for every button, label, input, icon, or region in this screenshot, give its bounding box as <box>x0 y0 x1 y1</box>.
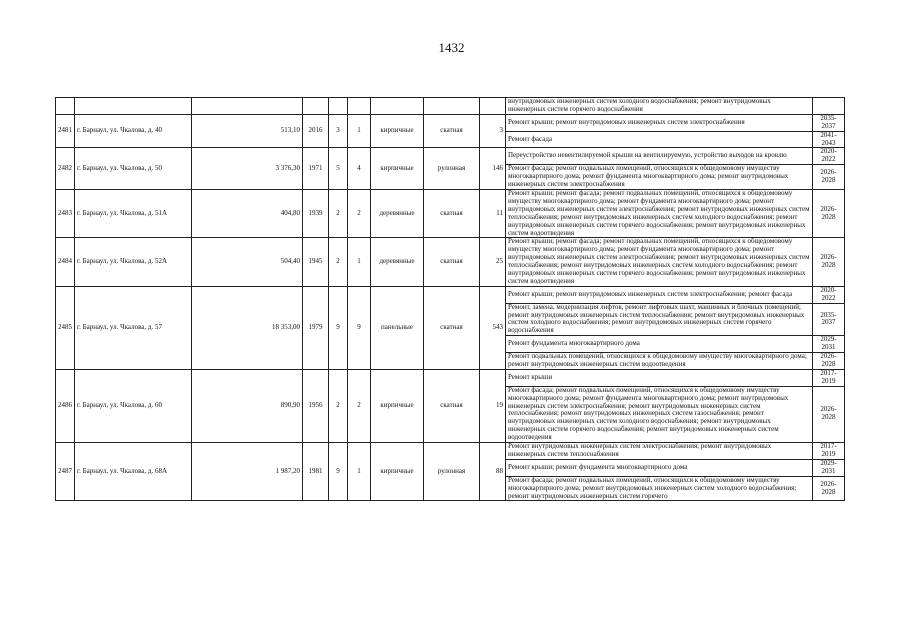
roof-type-cell: скатная <box>424 286 480 369</box>
total-area-cell: 404,80 <box>192 189 303 237</box>
total-area-cell: 504,40 <box>192 238 303 286</box>
work-description-cell: Ремонт подвальных помещений, относящихся к общедомовому имуществу многоквартирного дома; ремонт внутридомовых инженерных систем водоотведения <box>506 353 813 370</box>
building-number-cell: 2481 <box>56 114 75 148</box>
address-cell: г. Барнаул, ул. Чкалова, д. 40 <box>75 114 192 148</box>
table-row <box>56 238 845 286</box>
table-row <box>56 98 845 115</box>
building-number-cell: 2485 <box>56 286 75 369</box>
address-cell: г. Барнаул, ул. Чкалова, д. 68А <box>75 443 192 501</box>
page-number: 1432 <box>438 40 465 55</box>
building-number-cell: 2484 <box>56 238 75 286</box>
entrances-cell: 4 <box>348 148 371 190</box>
work-description-cell: Ремонт фасада; ремонт подвальных помещений, относящихся к общедомовому имуществу многоквартирного дома; ремонт фундамента многоквартирного дома; ремонт внутридомовых инженерных систем электроснабжения <box>506 165 813 190</box>
floors-cell: 9 <box>329 443 348 501</box>
construction-year-cell <box>303 98 329 115</box>
building-number-cell: 2483 <box>56 189 75 237</box>
entrances-cell <box>348 98 371 115</box>
building-number-cell: 2487 <box>56 443 75 501</box>
work-period-cell: 2035-2037 <box>813 114 845 131</box>
work-description-cell: Ремонт внутридомовых инженерных систем электроснабжения; ремонт внутридомовых инженерных систем теплоснабжения <box>506 443 813 460</box>
work-period-cell: 2029-2031 <box>813 336 845 353</box>
floors-cell: 2 <box>329 189 348 237</box>
apartments-cell: 3 <box>480 114 506 148</box>
housing-register-table <box>55 97 845 501</box>
entrances-cell: 1 <box>348 238 371 286</box>
table-row <box>56 286 845 303</box>
table-body <box>56 98 845 501</box>
total-area-cell: 3 376,30 <box>192 148 303 190</box>
work-description-cell: Ремонт крыши <box>506 369 813 386</box>
apartments-cell: 11 <box>480 189 506 237</box>
apartments-cell: 88 <box>480 443 506 501</box>
work-period-cell: 2026-2028 <box>813 386 845 442</box>
table-row <box>56 148 845 165</box>
floors-cell: 5 <box>329 148 348 190</box>
wall-material-cell: кирпичные <box>371 148 424 190</box>
work-description-cell: внутридомовых инженерных систем холодного водоснабжения; ремонт внутридомовых инженерных систем горячего водоснабжения <box>506 98 813 115</box>
address-cell: г. Барнаул, ул. Чкалова, д. 52А <box>75 238 192 286</box>
work-description-cell: Ремонт крыши; ремонт фасада; ремонт подвальных помещений, относящихся к общедомовому имуществу многоквартирного дома; ремонт фундамента многоквартирного дома; ремонт внутридомовых инженерных систем электроснабжения; ремонт внутридомовых инженерных систем теплоснабжения; ремонт внутридомовых инженерных систем холодного водоснабжения; ремонт внутридомовых инженерных систем горячего водоснабжения; ремонт внутридомовых инженерных систем водоотведения <box>506 189 813 237</box>
work-period-cell: 2026-2028 <box>813 353 845 370</box>
table-row <box>56 189 845 237</box>
wall-material-cell: кирпичные <box>371 443 424 501</box>
floors-cell: 2 <box>329 369 348 442</box>
floors-cell: 3 <box>329 114 348 148</box>
work-description-cell: Ремонт крыши; ремонт внутридомовых инженерных систем электроснабжения; ремонт фасада <box>506 286 813 303</box>
roof-type-cell: скатная <box>424 238 480 286</box>
work-period-cell: 2026-2028 <box>813 476 845 501</box>
address-cell: г. Барнаул, ул. Чкалова, д. 60 <box>75 369 192 442</box>
construction-year-cell: 1981 <box>303 443 329 501</box>
work-description-cell: Ремонт фасада; ремонт подвальных помещений, относящихся к общедомовому имуществу многоквартирного дома; ремонт внутридомовых инженерных систем холодного водоснабжения; ремонт внутридомовых инженерных систем горячего <box>506 476 813 501</box>
construction-year-cell: 1939 <box>303 189 329 237</box>
total-area-cell: 1 987,20 <box>192 443 303 501</box>
apartments-cell: 19 <box>480 369 506 442</box>
total-area-cell: 18 353,00 <box>192 286 303 369</box>
floors-cell <box>329 98 348 115</box>
roof-type-cell: скатная <box>424 369 480 442</box>
entrances-cell: 1 <box>348 443 371 501</box>
wall-material-cell: кирпичные <box>371 369 424 442</box>
work-description-cell: Переустройство невентилируемой крыши на вентилируемую, устройство выходов на кровлю <box>506 148 813 165</box>
construction-year-cell: 1956 <box>303 369 329 442</box>
roof-type-cell: скатная <box>424 189 480 237</box>
building-number-cell: 2486 <box>56 369 75 442</box>
construction-year-cell: 2016 <box>303 114 329 148</box>
work-period-cell: 2035-2037 <box>813 303 845 336</box>
apartments-cell <box>480 98 506 115</box>
apartments-cell: 25 <box>480 238 506 286</box>
table-row <box>56 443 845 460</box>
work-description-cell: Ремонт фундамента многоквартирного дома <box>506 336 813 353</box>
work-period-cell: 2041-2043 <box>813 131 845 148</box>
floors-cell: 2 <box>329 238 348 286</box>
work-period-cell: 2029-2031 <box>813 459 845 476</box>
work-period-cell: 2026-2028 <box>813 189 845 237</box>
total-area-cell <box>192 98 303 115</box>
total-area-cell: 890,90 <box>192 369 303 442</box>
table-row <box>56 369 845 386</box>
roof-type-cell: рулонная <box>424 443 480 501</box>
wall-material-cell <box>371 98 424 115</box>
work-description-cell: Ремонт, замена, модернизация лифтов, ремонт лифтовых шахт, машинных и блочных помещений; ремонт внутридомовых инженерных систем теплоснабжения; ремонт внутридомовых инженерных систем холодного водоснабжения; ремонт внутридомовых инженерных систем горячего водоснабжения <box>506 303 813 336</box>
entrances-cell: 2 <box>348 189 371 237</box>
roof-type-cell <box>424 98 480 115</box>
work-description-cell: Ремонт фасада <box>506 131 813 148</box>
work-period-cell: 2026-2028 <box>813 165 845 190</box>
work-description-cell: Ремонт крыши; ремонт внутридомовых инженерных систем электроснабжения <box>506 114 813 131</box>
wall-material-cell: панельные <box>371 286 424 369</box>
entrances-cell: 2 <box>348 369 371 442</box>
roof-type-cell: скатная <box>424 114 480 148</box>
roof-type-cell: рулонная <box>424 148 480 190</box>
entrances-cell: 1 <box>348 114 371 148</box>
work-period-cell: 2020-2022 <box>813 148 845 165</box>
work-description-cell: Ремонт крыши; ремонт фасада; ремонт подвальных помещений, относящихся к общедомовому имуществу многоквартирного дома; ремонт фундамента многоквартирного дома; ремонт внутридомовых инженерных систем электроснабжения; ремонт внутридомовых инженерных систем теплоснабжения; ремонт внутридомовых инженерных систем холодного водоснабжения; ремонт внутридомовых инженерных систем горячего водоснабжения; ремонт внутридомовых инженерных систем водоотведения <box>506 238 813 286</box>
construction-year-cell: 1945 <box>303 238 329 286</box>
work-period-cell: 2017-2019 <box>813 443 845 460</box>
address-cell: г. Барнаул, ул. Чкалова, д. 51А <box>75 189 192 237</box>
floors-cell: 9 <box>329 286 348 369</box>
construction-year-cell: 1979 <box>303 286 329 369</box>
building-number-cell <box>56 98 75 115</box>
address-cell <box>75 98 192 115</box>
work-description-cell: Ремонт крыши; ремонт фундамента многоквартирного дома <box>506 459 813 476</box>
total-area-cell: 513,10 <box>192 114 303 148</box>
wall-material-cell: деревянные <box>371 189 424 237</box>
work-period-cell: 2017-2019 <box>813 369 845 386</box>
apartments-cell: 146 <box>480 148 506 190</box>
apartments-cell: 543 <box>480 286 506 369</box>
work-description-cell: Ремонт фасада; ремонт подвальных помещений, относящихся к общедомовому имуществу многоквартирного дома; ремонт фундамента многоквартирного дома; ремонт внутридомовых инженерных систем электроснабжения; ремонт внутридомовых инженерных систем теплоснабжения; ремонт внутридомовых инженерных систем газоснабжения; ремонт внутридомовых инженерных систем холодного водоснабжения; ремонт внутридомовых инженерных систем горячего водоснабжения; ремонт внутридомовых инженерных систем водоотведения <box>506 386 813 442</box>
work-period-cell: 2026-2028 <box>813 238 845 286</box>
table-row <box>56 114 845 131</box>
work-period-cell <box>813 98 845 115</box>
address-cell: г. Барнаул, ул. Чкалова, д. 50 <box>75 148 192 190</box>
address-cell: г. Барнаул, ул. Чкалова, д. 57 <box>75 286 192 369</box>
building-number-cell: 2482 <box>56 148 75 190</box>
construction-year-cell: 1971 <box>303 148 329 190</box>
wall-material-cell: деревянные <box>371 238 424 286</box>
entrances-cell: 9 <box>348 286 371 369</box>
work-period-cell: 2020-2022 <box>813 286 845 303</box>
wall-material-cell: кирпичные <box>371 114 424 148</box>
